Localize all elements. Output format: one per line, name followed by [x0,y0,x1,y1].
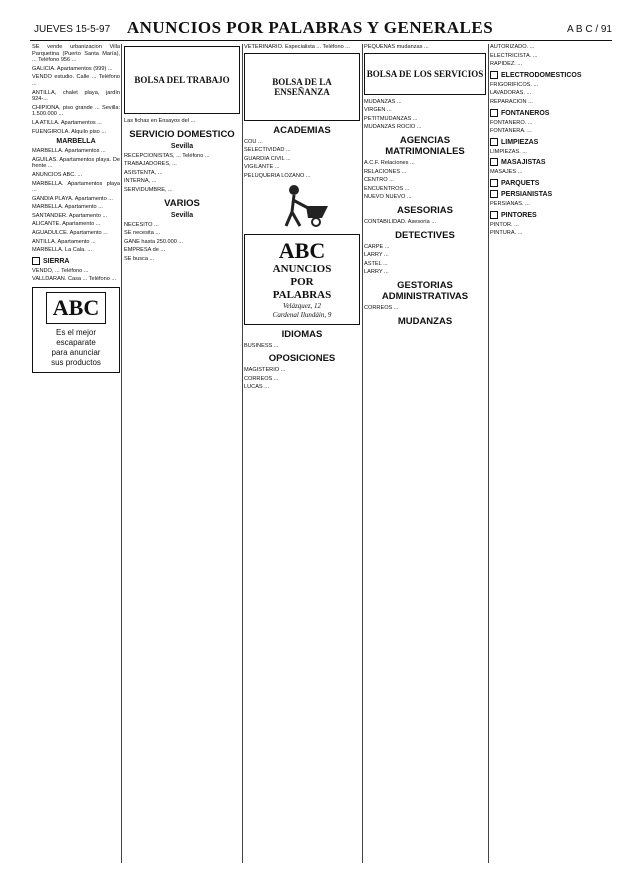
checkbox-square-icon [490,211,498,219]
column-1 [32,44,120,863]
section-detectives: DETECTIVES [395,229,455,241]
column-divider [488,44,489,863]
ad: LARRY ... [364,252,389,259]
promo-address: Cardenal Ilundáin, 9 [272,310,332,319]
ad: Las fichas en Ensayos del ... [124,118,196,124]
abc-logo: ABC [46,292,106,324]
ad: PETITMUDANZAS ... [364,115,418,122]
ad: MAGISTERIO ... [244,367,286,374]
ad: CHIPIONA, piso grande ... Sevilla: 1.500.000 ... [32,104,120,118]
promo-line: escaparate [56,338,96,348]
ad: EMPRESA de ... [124,247,166,254]
section-gestorias: GESTORIAS ADMINISTRATIVAS [381,279,469,302]
ad: ANUNCIOS ABC. ... [32,171,83,178]
ad: REPARACION ... [490,98,533,105]
ad: FUENGIROLA. Alquilo piso ... [32,128,106,135]
ad: ALICANTE. Apartamento ... [32,221,101,228]
ad: MARBELLA. Apartamento ... [32,204,103,211]
city-heading-sevilla: Sevilla [170,211,194,219]
ad: NECESITO ... [124,221,159,228]
ad: VENDO estudio. Calle ... Teléfono ... [32,74,120,87]
bolsa-servicios-banner: BOLSA DE LOS SERVICIOS [364,53,486,95]
promo-line: PALABRAS [272,288,332,301]
ad: MUDANZAS ... [364,98,402,105]
ad: ASTEL ... [364,260,388,267]
promo-line: para anunciar [51,348,101,358]
ad: ELECTRICISTA. ... [490,52,538,59]
checkbox-square-icon [490,71,498,79]
promo-line: POR [290,275,314,288]
promo-logo: ABC [278,237,326,263]
section-persianistas: PERSIANISTAS [490,190,612,198]
ad: FONTANERO. ... [490,119,533,126]
ad: VIRGEN ... [364,107,392,114]
ad: PINTOR. ... [490,221,519,228]
checkbox-square-icon [490,179,498,187]
worker-wheelbarrow-illustration [272,182,332,230]
ad: INTERNA, ... [124,178,157,185]
page-title: ANUNCIOS POR PALABRAS Y GENERALES [126,18,494,37]
ad: LARRY ... [364,269,389,276]
ad: CARPE ... [364,243,390,250]
illustration-icon [272,182,332,230]
checkbox-square-icon [490,109,498,117]
ad: ANTILLA, chalet playa, jardín 924-... [32,89,120,103]
ad: GUARDIA CIVIL ... [244,155,291,162]
section-idiomas: IDIOMAS [281,328,323,340]
ad: PINTURA. ... [490,230,523,237]
page-header [0,0,620,42]
ad: ANTILLA. Apartamento ... [32,238,96,245]
checkbox-square-icon [490,138,498,146]
ad: MARBELLA. Apartamentos playa ... [32,180,120,194]
ad: MARBELLA. La Cala. ... [32,247,93,254]
ad: SE necesita ... [124,230,161,237]
ad: LA ATILLA. Apartamentos ... [32,119,102,126]
ad: CONTABILIDAD. Asesoría ... [364,218,437,225]
ad: FONTANERA. ... [490,128,532,135]
abc-promo-box [32,287,120,373]
ad: SELECTIVIDAD ... [244,147,291,154]
ad: CENTRO ... [364,177,394,184]
section-academias: ACADEMIAS [273,124,331,136]
ad: A.C.F. Relaciones ... [364,159,415,166]
ad: SE vende urbanizacion Villa Parquetina (Puerto Santa María), ... Teléfono 956 ... [32,44,120,64]
checkbox-square-icon [490,190,498,198]
ad: PERSIANAS. ... [490,200,530,207]
promo-line: Es el mejor [55,328,96,338]
ad: MUDANZAS ROCIO ... [364,124,422,131]
ad: ENCUENTROS ... [364,185,410,192]
ad: COU ... [244,138,263,145]
column-5 [490,44,612,863]
ad: GANE hasta 250.000 ... [124,238,184,245]
ad: VIGILANTE ... [244,164,280,171]
section-asesorias: ASESORIAS [397,204,453,216]
ad: MARBELLA. Apartamentos ... [32,148,106,155]
ad: GALICIA. Apartamentos (999) ... [32,65,113,72]
section-agencias-matrimoniales: AGENCIAS MATRIMONIALES [385,134,465,157]
section-electrodomesticos: ELECTRODOMESTICOS [490,71,612,79]
header-rule [30,40,612,41]
column-2 [124,44,240,863]
column-divider [242,44,243,863]
ad: TRABAJADORES, ... [124,161,177,168]
ad: LIMPIEZAS. ... [490,148,527,155]
ad: SERVIDUMBRE, ... [124,186,173,193]
promo-address: Velázquez, 12 [282,301,322,310]
ad: AGUILAS. Apartamentos playa. De frente ... [32,156,120,170]
ad: PEQUEÑAS mudanzas ... [364,44,429,50]
section-masajistas: MASAJISTAS [490,158,612,166]
section-mudanzas: MUDANZAS [397,315,453,327]
ad: FRIGORIFICOS. ... [490,81,539,88]
ad: AUTORIZADO. ... [490,44,535,50]
section-oposiciones: OPOSICIONES [268,353,336,365]
anuncios-promo-box [244,234,360,325]
section-pintores: PINTORES [490,211,612,219]
ad: CORREOS ... [364,304,399,311]
city-heading-sevilla: Sevilla [170,142,194,150]
ad: BUSINESS ... [244,342,279,349]
bolsa-ensenanza-banner: BOLSA DE LA ENSEÑANZA [244,53,360,121]
ad: LAVADORAS. ... [490,90,532,97]
section-varios: VARIOS [164,197,200,209]
ad: MASAJES ... [490,169,523,176]
column-3 [244,44,360,863]
ad: CORREOS ... [244,375,279,382]
section-servicio-domestico: SERVICIO DOMESTICO [129,128,235,140]
ad: RELACIONES ... [364,168,407,175]
ad: ASISTENTA, ... [124,169,163,176]
ad: VENDO, ... Teléfono ... [32,267,89,274]
city-heading-marbella: MARBELLA [56,138,96,146]
section-parquets: PARQUETS [490,179,612,187]
ad: NUEVO NUEVO ... [364,194,412,201]
section-limpiezas: LIMPIEZAS [490,138,612,146]
page-date: JUEVES 15-5-97 [34,24,111,35]
promo-line: sus productos [51,358,101,368]
ad: SANTANDER. Apartamento ... [32,212,108,219]
ad: RECEPCIONISTAS, ... Teléfono ... [124,152,210,159]
checkbox-square-icon [490,158,498,166]
ad: VETERINARIO. Especialista ... Teléfono ... [244,44,350,50]
column-divider [121,44,122,863]
bolsa-trabajo-banner: BOLSA DEL TRABAJO [124,46,240,114]
column-divider [362,44,363,863]
ad: SE busca ... [124,255,155,262]
section-fontaneros: FONTANEROS [490,109,612,117]
ad: RAPIDEZ. ... [490,61,523,68]
ad: LUCAS ... [244,384,269,391]
section-sierra: SIERRA [32,257,120,265]
ad: GANDIA PLAYA. Apartamento ... [32,195,113,202]
checkbox-square-icon [32,257,40,265]
promo-line: ANUNCIOS [272,262,332,275]
ad: AGUADULCE. Apartamento ... [32,230,108,237]
column-4 [364,44,486,863]
ad: VALLDARAN. Casa ... Teléfono ... [32,276,117,283]
page-number: A B C / 91 [566,24,612,35]
ad: PELUQUERIA LOZANO ... [244,172,311,179]
